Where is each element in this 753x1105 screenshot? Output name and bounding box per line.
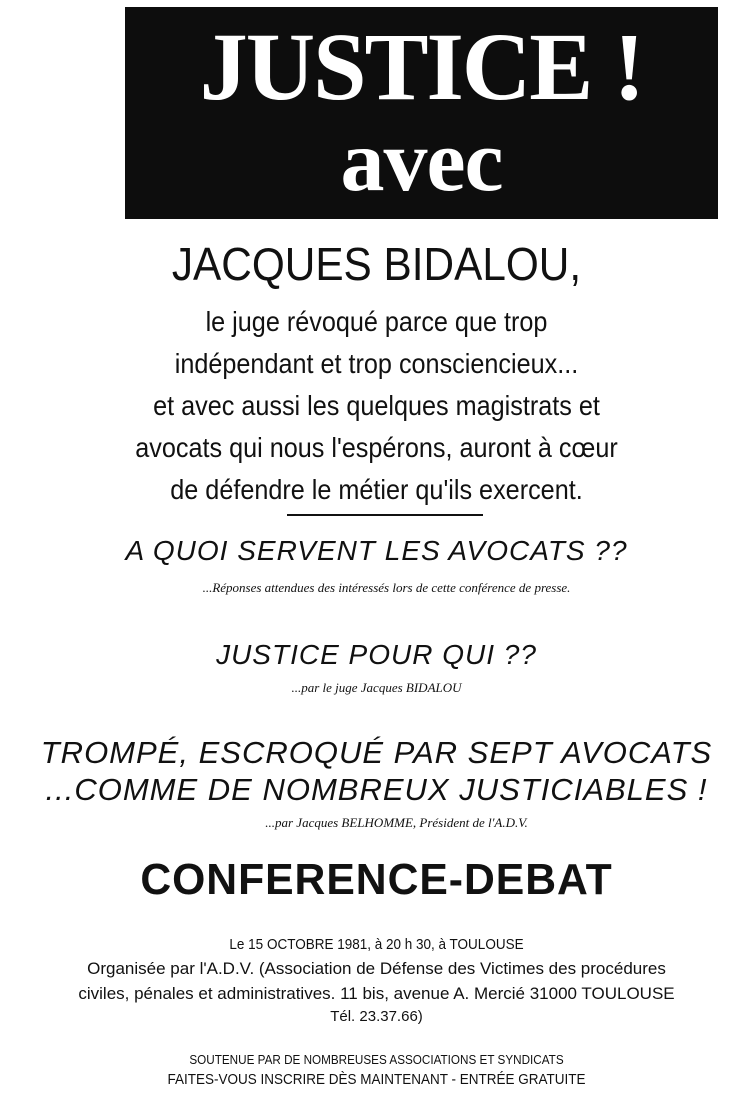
topic-note: ...par le juge Jacques BIDALOU xyxy=(291,680,462,695)
call-to-action: FAITES-VOUS INSCRIRE DÈS MAINTENANT - ENTRÉE GRATUITE xyxy=(167,1071,586,1088)
organizer-line: civiles, pénales et administratives. 11 bis, avenue A. Mercié 31000 TOULOUSE xyxy=(78,984,675,1003)
topic-heading: JUSTICE POUR QUI ?? xyxy=(216,639,537,670)
intro-line: indépendant et trop consciencieux... xyxy=(174,348,579,379)
support-line: SOUTENUE PAR DE NOMBREUSES ASSOCIATIONS ET SYNDICATS xyxy=(189,1052,564,1067)
section-divider xyxy=(287,514,483,516)
topic-heading: TROMPÉ, ESCROQUÉ PAR SEPT AVOCATS xyxy=(40,735,713,770)
event-date: Le 15 OCTOBRE 1981, à 20 h 30, à TOULOUSE xyxy=(229,936,524,953)
headline-avec: avec xyxy=(340,113,503,210)
event-title: CONFERENCE-DEBAT xyxy=(140,855,613,904)
intro-line: avocats qui nous l'espérons, auront à cœur xyxy=(135,432,618,463)
headline-banner xyxy=(125,7,718,219)
headline-justice: JUSTICE ! xyxy=(199,13,644,120)
topic-heading: A QUOI SERVENT LES AVOCATS ?? xyxy=(125,535,628,566)
topic-heading-continued: ...COMME DE NOMBREUX JUSTICIABLES ! xyxy=(45,772,708,807)
speaker-name: JACQUES BIDALOU, xyxy=(171,238,582,290)
intro-line: de défendre le métier qu'ils exercent. xyxy=(170,474,583,505)
intro-line: et avec aussi les quelques magistrats et xyxy=(153,390,600,421)
topic-note: ...Réponses attendues des intéressés lors de cette conférence de presse. xyxy=(202,580,571,595)
intro-line: le juge révoqué parce que trop xyxy=(205,306,548,337)
organizer-phone: Tél. 23.37.66) xyxy=(330,1008,423,1025)
topic-note: ...par Jacques BELHOMME, Président de l'A.D.V. xyxy=(265,815,528,830)
organizer-line: Organisée par l'A.D.V. (Association de Défense des Victimes des procédures xyxy=(87,959,666,978)
intro-paragraph xyxy=(38,301,716,511)
